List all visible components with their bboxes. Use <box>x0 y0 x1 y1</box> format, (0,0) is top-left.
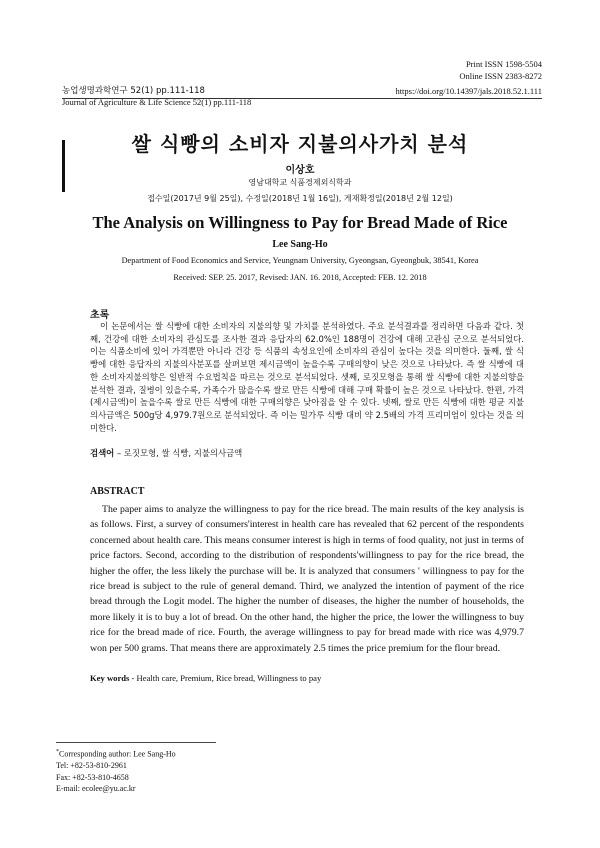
issn-block <box>459 58 542 82</box>
author-english: Lee Sang-Ho <box>272 239 328 250</box>
fax: Fax: +82-53-810-4658 <box>56 772 129 782</box>
doi-link[interactable]: https://doi.org/10.14397/jals.2018.52.1.111 <box>395 86 542 96</box>
keywords-en-list: - Health care, Premium, Rice bread, Willingness to pay <box>129 673 322 683</box>
corresponding-text: Corresponding author: Lee Sang-Ho <box>59 749 176 759</box>
journal-citation <box>62 86 251 108</box>
keywords-ko <box>90 447 242 459</box>
dates-english: Received: SEP. 25. 2017, Revised: JAN. 16. 2018, Accepted: FEB. 12. 2018 <box>173 273 427 282</box>
abstract-en-heading: ABSTRACT <box>90 486 145 497</box>
title-english: The Analysis on Willingness to Pay for Bread Made of Rice <box>92 213 508 232</box>
keywords-en <box>90 673 321 683</box>
affiliation-english: Department of Food Economics and Service, Yeungnam University, Gyeongsan, Gyeongbuk, 38541, Korea <box>121 256 479 265</box>
footnote <box>56 747 176 795</box>
print-issn: Print ISSN 1598-5504 <box>465 59 542 69</box>
journal-ko: 농업생명과학연구 52(1) pp.111-118 <box>62 86 205 96</box>
header-rule <box>62 98 542 99</box>
footnote-marker: * <box>56 749 59 755</box>
abstract-en-body: The paper aims to analyze the willingness to pay for the rice bread. The main results of the key analysis is as follows. First, a survey of consumers'interest in health care has revealed that 62 percent of the respondents concerned about health care. This means consumer interest is high in terms of food quality, not just in terms of price factors. Second, according to the distribution of respondents'willingness to pay for the rice bread, the higher the offer, the less likely the purchase will be. It is analyzed that consumers ' willingness to pay for the rice bread is subject to the rule of general demand. Third, we analyzed the intention of payment of the rice bread through the Logit model. The higher the number of diseases, the higher the number of households, the more likely it is to buy a lot of bread. On the other hand, the higher the price, the lower the willingness to buy rice for the bread made of rice. Fourth, the average willingness to pay for bread made with rice was 4,979.7 won per 500 grams. That means there are approximately 2.5 times the price premium for the flour bread. <box>90 504 524 654</box>
keywords-en-label: Key words <box>90 673 130 683</box>
dates-korean: 접수일(2017년 9월 25일), 수정일(2018년 1월 16일), 게재확정일(2018년 2월 12일) <box>147 194 453 203</box>
keywords-ko-label: 검색어 <box>90 448 115 458</box>
author-korean: 이상호 <box>285 165 315 176</box>
abstract-ko-heading: 초록 <box>90 310 110 321</box>
title-korean: 쌀 식빵의 소비자 지불의사가치 분석 <box>131 132 469 156</box>
affiliation-korean: 영남대학교 식품경제외식학과 <box>248 178 352 187</box>
keywords-ko-list: – 로짓모형, 쌀 식빵, 지불의사금액 <box>114 448 243 458</box>
email[interactable]: E-mail: ecolee@yu.ac.kr <box>56 784 136 794</box>
footnote-rule <box>56 742 216 743</box>
online-issn: Online ISSN 2383-8272 <box>459 71 542 81</box>
tel: Tel: +82-53-810-2961 <box>56 761 127 771</box>
abstract-ko-body: 이 논문에서는 쌀 식빵에 대한 소비자의 지불의향 및 가치를 분석하였다. 주요 분석결과를 정리하면 다음과 같다. 첫째, 건강에 대한 소비자의 관심도를 조사한 결과 응답자의 62.0%인 188명이 건강에 대해 고관심 군으로 분석되었다. 이는 식품소비에 있어 가격뿐만 아니라 건강 등 식품의 속성요인에 소비자의 관심이 높다는 것을 의미한다. 둘째, 쌀 식빵에 대한 응답자의 지불의사분포를 살펴보면 제시금액이 높을수록 구매의향이 낮은 것으로 나타났다. 즉 쌀 식빵에 대한 소비자지불의향은 일반적 수요법칙을 따르는 것으로 분석되었다. 셋째, 로짓모형을 통해 쌀 식빵에 대한 지불의향을 분석한 결과, 질병이 있을수록, 가족수가 많을수록 쌀로 만든 식빵에 대해 구매 확률이 높은 것으로 나타났다. 한편, 가격(제시금액)이 높을수록 쌀로 만든 식빵에 대한 구매의향은 낮아짐을 알 수 있다. 넷째, 쌀로 만든 식빵에 대한 평균 지불의사금액은 500g당 4,979.7원으로 분석되었다. 즉 이는 밀가루 식빵 대비 약 2.5배의 가격 프리미엄이 있다는 것을 의미한다. <box>90 321 524 433</box>
corresponding-author <box>56 747 176 760</box>
journal-en: Journal of Agriculture & Life Science 52(1) pp.111-118 <box>62 97 252 107</box>
